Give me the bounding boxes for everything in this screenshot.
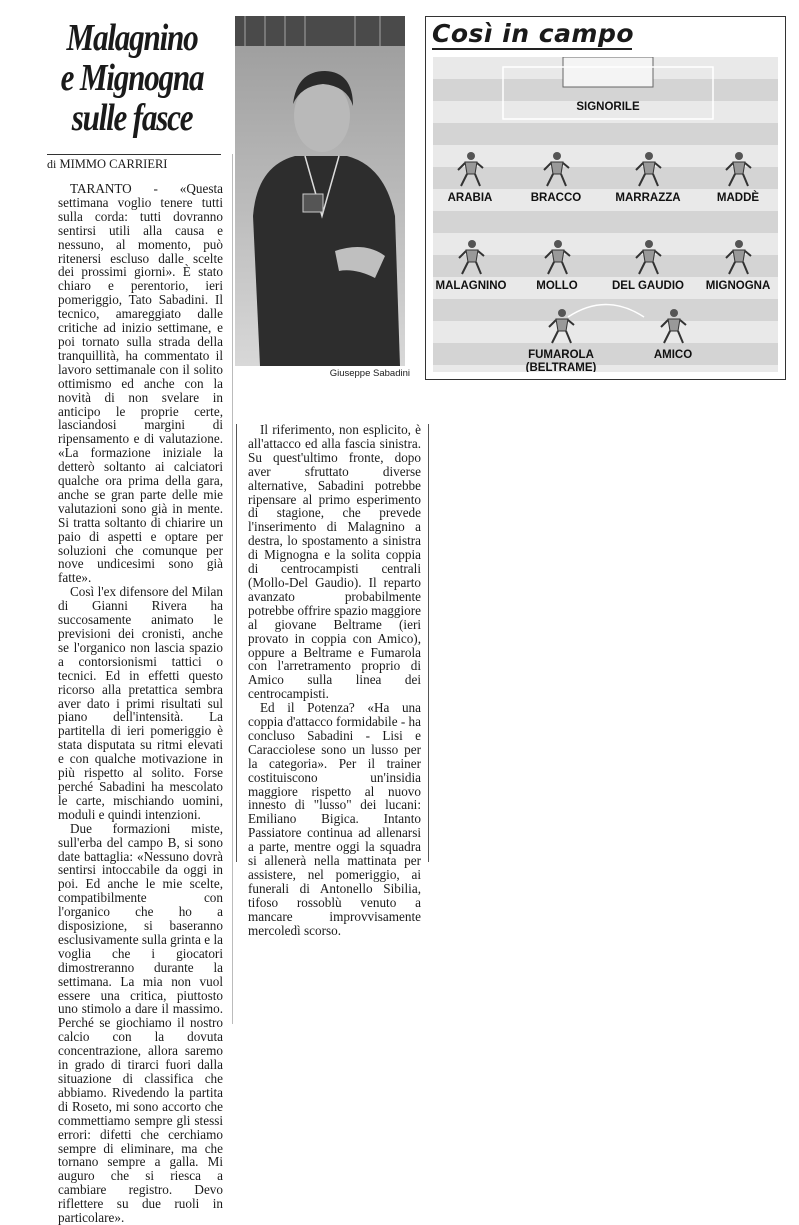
headline-line-1: Malagnino	[66, 17, 198, 59]
paragraph: TARANTO - «Questa settimana voglio tenere tutti sulla corda: tutti dovranno sentirsi utili alla causa e nessuno, al momento, può ritenersi escluso dalle scelte dei prossimi giorni». È stato chiaro e perentorio, ieri pomeriggio, Tato Sabadini. Il tecnico, amareggiato dalle critiche ad inizio settimane, e poi tornato sulla strada della tranquillità, ha commentato il lavoro settimanale con il solito ottimismo ed anche con la novità di non svelare in anticipo le proprie certe, lasciandosi margini di ripensamento e di valutazione. «La formazione iniziale la detterò soltanto ai calciatori qualche ora prima della gara, anche se gran parte delle mie valutazioni sono già in mente. Si tratta soltanto di chiarire un paio di aspetti e optare per soluzioni che comunque per nove undicesimi sono già fatte».	[58, 181, 223, 586]
player-defender-2: BRACCO	[506, 150, 606, 205]
column-rule-3	[428, 424, 429, 862]
player-figure-icon	[539, 150, 573, 190]
pitch	[433, 57, 778, 372]
player-figure-icon	[656, 307, 690, 347]
title-underline	[432, 48, 632, 50]
coach-photo	[235, 16, 405, 366]
photo-caption: Giuseppe Sabadini	[329, 368, 410, 379]
player-goalkeeper: SIGNORILE	[576, 101, 640, 113]
player-figure-icon	[453, 150, 487, 190]
player-figure-icon	[631, 150, 665, 190]
coach-photo-image	[235, 16, 405, 366]
paragraph: Così l'ex difensore del Milan di Gianni Rivera ha succosamente animato le previsioni dei cronisti, anche se l'organico non lascia spazio a contorsionismi tattici o tecnici. Ed in effetti questo ricorso alla pretattica sembra aver dato i primi risultati sul piano dell'intensità. La partitella di ieri pomeriggio è stata disputata su ritmi elevati e con qualche motivazione in più rispetto al solito. Forse perché Sabadini ha mescolato le carte, mischiando uomini, moduli e quindi intenzioni.	[58, 584, 223, 822]
player-figure-icon	[544, 307, 578, 347]
headline-line-3: sulle fasce	[71, 97, 193, 139]
paragraph: Due formazioni miste, sull'erba del campo B, si sono date battaglia: «Nessuno dovrà sentirsi intoccabile da oggi in poi. Ed anche le mie scelte, compatibilmente con l'organico che ho a disposizione, si baseranno esclusivamente sulla grinta e la voglia che i giocatori dimostreranno durante la settimana. La mia non vuol essere una critica, piuttosto uno stimolo a dare il massimo. Perché se giochiamo il nostro calcio con la dovuta concentrazione, allora saremo in grado di tirarci fuori dalla situazione di classifica che abbiamo. Rivedendo la partita di Roseto, mi sono accorto che commettiamo sempre gli stessi errori: difetti che cerchiamo sempre di eliminare, ma che tornano sempre a galla. Mi auguro che si riesca a cambiare registro. Devo riflettere su due ruoli in particolare».	[58, 820, 223, 1225]
paragraph: Ed il Potenza? «Ha una coppia d'attacco formidabile - ha concluso Sabadini - Lisi e Caracciolese sono un lusso per la categoria». Per il trainer costituiscono un'insidia maggiore rispetto al nuovo innesto di "lusso" dei lucani: Emiliano Bigica. Intanto Passiatore continua ad allenarsi a parte, mentre oggi la squadra si allenerà nella mattinata per assistere, nel pomeriggio, ai funerali di Antonello Sibilia, tifoso rossoblù venuto a mancare improvvisamente mercoledì scorso.	[248, 700, 422, 938]
player-figure-icon	[540, 238, 574, 278]
player-figure-icon	[721, 238, 755, 278]
headline-line-2: e Mignogna	[60, 57, 204, 99]
player-midfielder-3: DEL GAUDIO	[598, 238, 698, 293]
player-defender-3: MARRAZZA	[598, 150, 698, 205]
player-figure-icon	[454, 238, 488, 278]
column-rule-2	[236, 424, 237, 862]
byline	[47, 154, 221, 172]
formation-box	[425, 16, 786, 380]
player-forward-2: AMICO	[623, 307, 723, 362]
byline-prefix: di	[47, 157, 57, 171]
player-figure-icon	[721, 150, 755, 190]
player-midfielder-1: MALAGNINO	[433, 238, 521, 293]
player-figure-icon	[631, 238, 665, 278]
byline-author: MIMMO CARRIERI	[59, 157, 168, 171]
article-column-2	[248, 423, 421, 938]
goal-net	[563, 57, 653, 87]
column-rule-1	[232, 154, 233, 1024]
headline	[60, 18, 204, 138]
paragraph: Il riferimento, non esplicito, è all'attacco ed alla fascia sinistra. Su quest'ultimo fronte, dopo aver sfruttato diverse alternative, Sabadini potrebbe ripensare al primo esperimento di stagione, che prevede l'inserimento di Malagnino a destra, lo spostamento a sinistra di Mignogna e la solita coppia di centrocampisti centrali (Mollo-Del Gaudio). Il reparto avanzato probabilmente potrebbe offrire spazio maggiore al giovane Beltrame (ieri provato in coppia con Amico), oppure a Beltrame e Fumarola con l'arretramento proprio di Amico sulla linea dei centrocampisti.	[248, 422, 421, 702]
player-forward-1: FUMAROLA (BELTRAME)	[511, 307, 611, 372]
player-defender-4: MADDÈ	[688, 150, 778, 205]
player-midfielder-2: MOLLO	[507, 238, 607, 293]
player-midfielder-4: MIGNOGNA	[688, 238, 778, 293]
article-column-1	[58, 182, 223, 1225]
formation-title: Così in campo	[432, 19, 635, 48]
player-defender-1: ARABIA	[433, 150, 520, 205]
